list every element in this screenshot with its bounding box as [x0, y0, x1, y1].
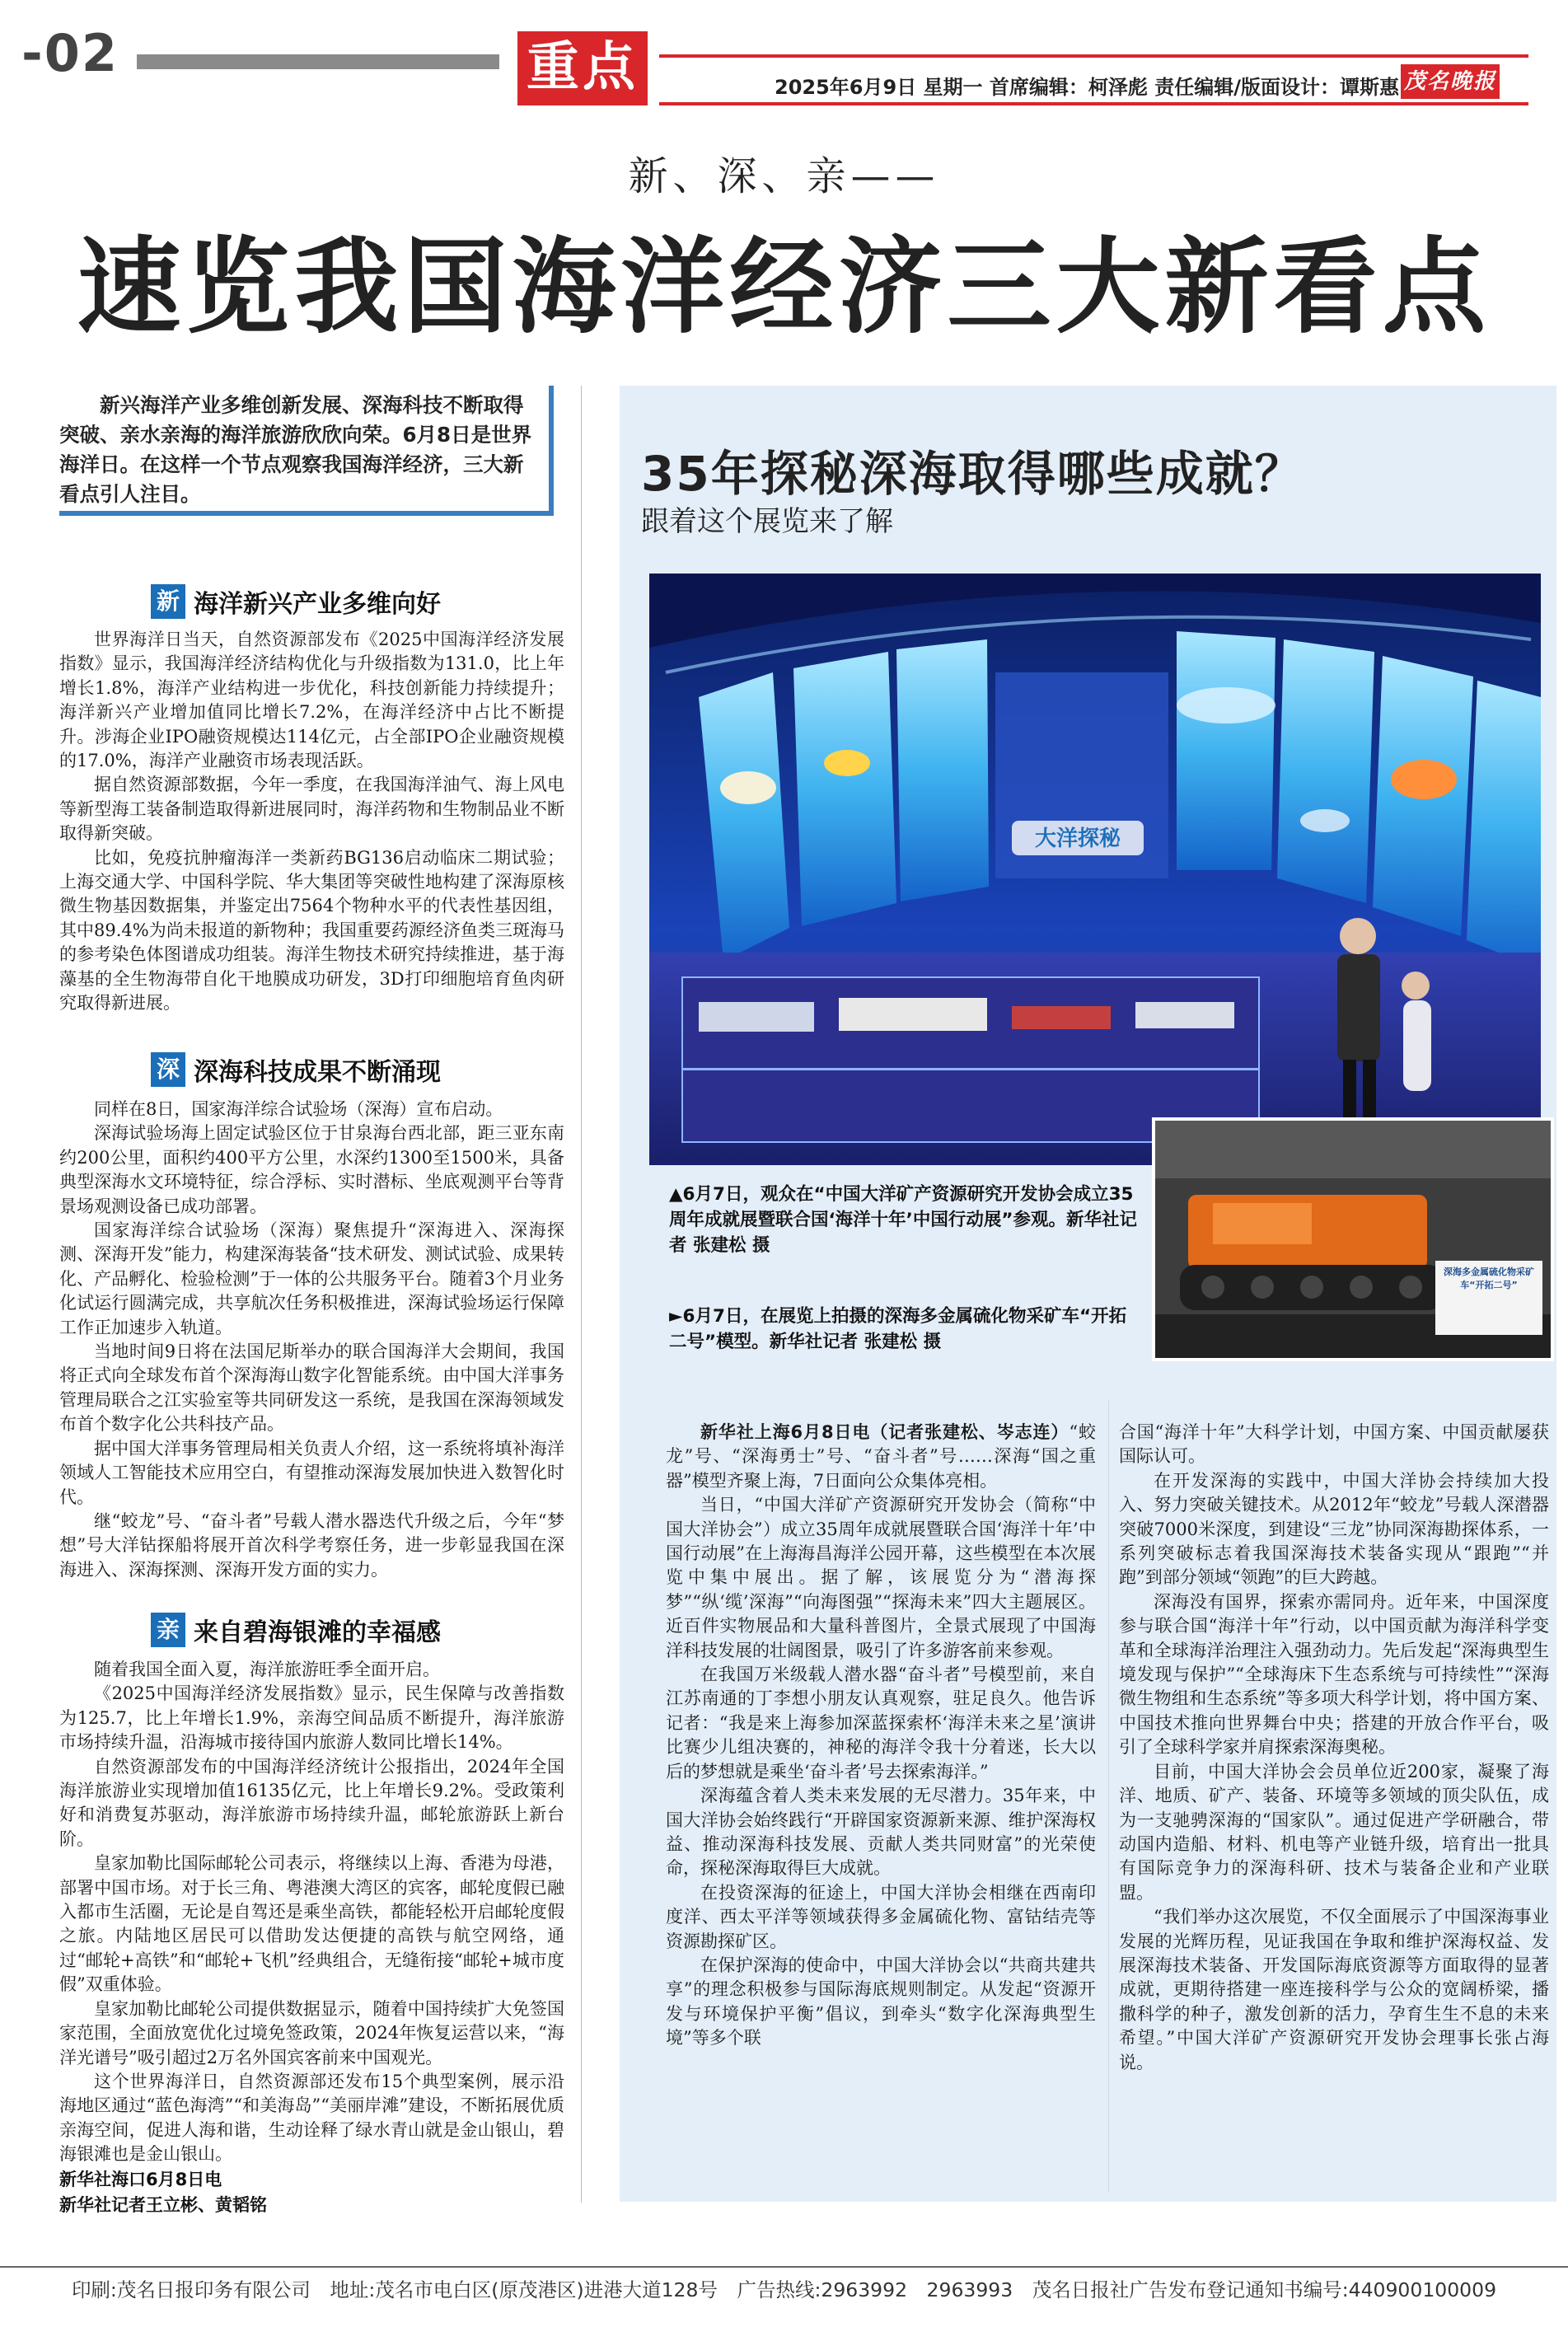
feature-lead-text: “蛟龙”号、“深海勇士”号、“奋斗者”号……深海“国之重器”模型齐聚上海，7日面向公众集体亮相。	[666, 1422, 1096, 1491]
paragraph: 比如，免疫抗肿瘤海洋一类新药BG136启动临床二期试验；上海交通大学、中国科学院、华大集团等突破性地构建了深海原核微生物基因数据集，并鉴定出7564个物种水平的代表性基因组，其中89.4%为尚未报道的新物种；我国重要药源经济鱼类三斑海马的参考染色体图谱成功组装。海洋生物技术研究持续推进，基于海藻基的全生物海带自化干地膜成功研发，3D打印细胞培育鱼肉研究取得新进展。	[59, 847, 564, 1014]
lead-text: 新兴海洋产业多维创新发展、深海科技不断取得突破、亲水亲海的海洋旅游欣欣向荣。6月8日是世界海洋日。在这样一个节点观察我国海洋经济，三大新看点引人注目。	[59, 393, 532, 506]
left-byline-dateline: 新华社海口6月8日电	[59, 2169, 222, 2189]
subhead-title: 深海科技成果不断涌现	[194, 1058, 441, 1087]
footer-rule	[0, 2266, 1568, 2268]
masthead-logo: 茂名晚报	[1401, 64, 1500, 99]
vehicle-plate-text: 深海多金属硫化物采矿车“开拓二号”	[1444, 1267, 1534, 1290]
subhead-tag: 新	[151, 584, 185, 619]
paragraph: 深海没有国界，探索亦需同舟。近年来，中国深度参与联合国“海洋十年”行动，以中国贡献为海洋科学变革和全球海洋治理注入强劲动力。先后发起“深海典型生境发现与保护”“全球海床下生态系统与可持续性”“深海微生物组和生态系统”等多项大科学计划，将中国方案、中国技术推向世界舞台中央；搭建的开放合作平台，吸引了全球科学家并肩探索深海奥秘。	[1119, 1591, 1549, 1758]
paragraph: 国家海洋综合试验场（深海）聚焦提升“深海进入、深海探测、深海开发”能力，构建深海装备“技术研发、测试试验、成果转化、产品孵化、检验检测”于一体的公共服务平台。随着3个月业务化试运行圆满完成，共享航次任务积极推进，深海试验场运行保障工作正加速步入轨道。	[59, 1220, 564, 1337]
paragraph: 在保护深海的使命中，中国大洋协会以“共商共建共享”的理念积极参与国际海底规则制定。从发起“资源开发与环境保护平衡”倡议，到牵头“数字化深海典型生境”等多个联	[666, 1955, 1096, 2048]
paragraph: 在开发深海的实践中，中国大洋协会持续加大投入、努力突破关键技术。从2012年“蛟龙”号载人深潜器突破7000米深度，到建设“三龙”协同深海勘探体系，一系列突破标志着我国深海技术装备实现从“跟跑”“并跑”到部分领域“领跑”的巨大跨越。	[1119, 1470, 1549, 1588]
subhead-title: 海洋新兴产业多维向好	[194, 590, 441, 619]
paragraph: 在我国万米级载人潜水器“奋斗者”号模型前，来自江苏南通的丁李想小朋友认真观察，驻足良久。他告诉记者：“我是来上海参加深蓝探索杯‘海洋未来之星’演讲比赛少儿组决赛的，神秘的海洋令我十分着迷，长大以后的梦想就是乘坐‘奋斗者’号去探索海洋。”	[666, 1664, 1096, 1782]
paragraph: 合国“海洋十年”大科学计划，中国方案、中国贡献屡获国际认可。	[1119, 1422, 1549, 1467]
feature-dateline: 新华社上海6月8日电（记者张建松、岑志连）	[700, 1422, 1070, 1442]
issue-info: 2025年6月9日 星期一 首席编辑：柯泽彪 责任编辑/版面设计：谭斯惠	[775, 76, 1400, 99]
paragraph: 世界海洋日当天，自然资源部发布《2025中国海洋经济发展指数》显示，我国海洋经济结构优化与升级指数为131.0，比上年增长1.8%，海洋产业结构进一步优化，科技创新能力持续提升；海洋新兴产业增加值同比增长7.2%，在海洋经济中占比不断提升。涉海企业IPO融资规模达114亿元，占全部IPO企业融资规模的17.0%，海洋产业融资市场表现活跃。	[59, 630, 564, 771]
paragraph: 目前，中国大洋协会会员单位近200家，凝聚了海洋、地质、矿产、装备、环境等多领域的顶尖队伍，成为一支驰骋深海的“国家队”。通过促进产学研融合，带动国内造船、材料、机电等产业链升级，培育出一批具有国际竞争力的深海科研、技术与装备企业和产业联盟。	[1119, 1761, 1549, 1903]
paragraph: 当日，“中国大洋矿产资源研究开发协会（简称“中国大洋协会”）成立35周年成就展暨联合国‘海洋十年’中国行动展”在上海海昌海洋公园开幕，这些模型在本次展览中集中展出。据了解，该展览分为“潜海探梦”“纵‘缆’深海”“向海图强”“探海未来”四大主题展区。近百件实物展品和大量科普图片，全景式展现了中国海洋科技发展的壮阔图景，吸引了许多游客前来参观。	[666, 1495, 1096, 1660]
paragraph: 据自然资源部数据，今年一季度，在我国海洋油气、海上风电等新型海工装备制造取得新进展同时，海洋药物和生物制品业不断取得新突破。	[59, 775, 564, 844]
header-rule-grey	[137, 54, 499, 69]
subhead-deep	[151, 1051, 441, 1088]
column-divider	[581, 386, 582, 2203]
paragraph: 随着我国全面入夏，海洋旅游旺季全面开启。	[94, 1660, 440, 1679]
header-rule-red-bottom	[659, 102, 1528, 105]
photo-caption-sub: ►6月7日，在展览上拍摄的深海多金属硫化物采矿车“开拓二号”模型。新华社记者 张建松 摄	[669, 1306, 1127, 1352]
subhead-tag: 深	[151, 1052, 185, 1087]
paragraph: 自然资源部发布的中国海洋经济统计公报指出，2024年全国海洋旅游业实现增加值16135亿元，比上年增长9.2%。受政策利好和消费复苏驱动，海洋旅游市场持续升温，邮轮旅游跃上新台阶。	[59, 1756, 564, 1849]
photo-wall-sign: 大洋探秘	[1034, 826, 1121, 851]
lead-box	[59, 386, 554, 516]
section-body-deep	[59, 1098, 564, 1582]
paragraph: 深海蕴含着人类未来发展的无尽潜力。35年来，中国大洋协会始终践行“开辟国家资源新来源、维护深海权益、推动深海科技发展、贡献人类共同财富”的光荣使命，探秘深海取得巨大成就。	[666, 1786, 1096, 1879]
mining-vehicle-photo	[1152, 1117, 1554, 1361]
paragraph: 《2025中国海洋经济发展指数》显示，民生保障与改善指数为125.7，比上年增长1.9%，亲海空间品质不断提升，海洋旅游市场持续升温，沿海城市接待国内旅游人数同比增长14%。	[59, 1683, 564, 1753]
section-body-new	[59, 628, 564, 1016]
subhead-title: 来自碧海银滩的幸福感	[194, 1618, 441, 1647]
paragraph: 当地时间9日将在法国尼斯举办的联合国海洋大会期间，我国将正式向全球发布首个深海海山数字化智能系统。由中国大洋事务管理局联合之江实验室等共同研发这一系统，是我国在深海领域发布首个数字化公共科技产品。	[59, 1341, 564, 1435]
subhead-tag: 亲	[151, 1613, 185, 1647]
feature-lead-paragraph	[666, 1421, 1096, 1493]
page-header	[0, 0, 1568, 115]
subhead-close	[151, 1612, 441, 1648]
header-rule-red-top	[659, 54, 1528, 58]
feature-column-2	[1119, 1421, 1549, 2075]
subhead-new	[151, 583, 441, 620]
left-byline-reporters: 新华社记者王立彬、黄韬铭	[59, 2194, 267, 2215]
feature-subtitle: 跟着这个展览来了解	[641, 505, 893, 538]
paragraph: 深海试验场海上固定试验区位于甘泉海台西北部，距三亚东南约200公里，面积约400平方公里，水深约1300至1500米，具备典型深海水文环境特征，综合浮标、实时潜标、坐底观测平台等背景场观测设备已成功部署。	[59, 1123, 564, 1216]
mining-vehicle-illustration	[1155, 1121, 1551, 1358]
section-body-close	[59, 1658, 564, 2218]
paragraph: “我们举办这次展览，不仅全面展示了中国深海事业发展的光辉历程，见证我国在争取和维护深海权益、发展深海技术装备、开发国际海底资源等方面取得的显著成就，更期待搭建一座连接科学与公众的宽阔桥梁，播撒科学的种子，激发创新的活力，孕育生生不息的未来希望。”中国大洋矿产资源研究开发协会理事长张占海说。	[1119, 1907, 1549, 2072]
feature-column-1	[666, 1421, 1096, 2051]
paragraph: 同样在8日，国家海洋综合试验场（深海）宣布启动。	[94, 1099, 503, 1119]
section-tag: 重点	[517, 31, 648, 105]
page-number: -02	[21, 23, 119, 83]
paragraph: 继“蛟龙”号、“奋斗者”号载人潜水器迭代升级之后，今年“梦想”号大洋钻探船将展开首次科学考察任务，进一步彰显我国在深海进入、深海探测、深海开发方面的实力。	[59, 1510, 564, 1580]
paragraph: 据中国大洋事务管理局相关负责人介绍，这一系统将填补海洋领域人工智能技术应用空白，有望推动深海发展加快进入数智化时代。	[59, 1438, 564, 1507]
paragraph: 皇家加勒比国际邮轮公司表示，将继续以上海、香港为母港，部署中国市场。对于长三角、粤港澳大湾区的宾客，邮轮度假已融入都市生活圈，无论是自驾还是乘坐高铁，都能轻松开启邮轮度假之旅。内陆地区居民可以借助发达便捷的高铁与航空网络，通过“邮轮+高铁”和“邮轮+飞机”经典组合，无缝衔接“邮轮+城市度假”双重体验。	[59, 1853, 564, 1995]
kicker: 新、深、亲——	[628, 153, 940, 199]
feature-column-divider	[1108, 1401, 1109, 2192]
photo-caption-main: ▲6月7日，观众在“中国大洋矿产资源研究开发协会成立35周年成就展暨联合国‘海洋十年’中国行动展”参观。新华社记者 张建松 摄	[669, 1184, 1137, 1256]
headline: 速览我国海洋经济三大新看点	[77, 227, 1491, 348]
footer-imprint: 印刷:茂名日报印务有限公司 地址:茂名市电白区(原茂港区)进港大道128号 广告热线:2963992 2963993 茂名日报社广告发布登记通知书编号:440900100009	[71, 2278, 1497, 2301]
exhibition-photo-illustration	[649, 574, 1541, 1165]
paragraph: 这个世界海洋日，自然资源部还发布15个典型案例，展示沿海地区通过“蓝色海湾”“和美海岛”“美丽岸滩”建设，不断拓展优质亲海空间，促进人海和谐，生动诠释了绿水青山就是金山银山，碧海银滩也是金山银山。	[59, 2071, 564, 2165]
feature-title: 35年探秘深海取得哪些成就？	[641, 446, 1304, 502]
exhibition-photo	[649, 574, 1541, 1165]
paragraph: 在投资深海的征途上，中国大洋协会相继在西南印度洋、西太平洋等领域获得多金属硫化物、富钴结壳等资源勘探矿区。	[666, 1882, 1096, 1951]
paragraph: 皇家加勒比邮轮公司提供数据显示，随着中国持续扩大免签国家范围，全面放宽优化过境免签政策，2024年恢复运营以来，“海洋光谱号”吸引超过2万名外国宾客前来中国观光。	[59, 1998, 564, 2067]
